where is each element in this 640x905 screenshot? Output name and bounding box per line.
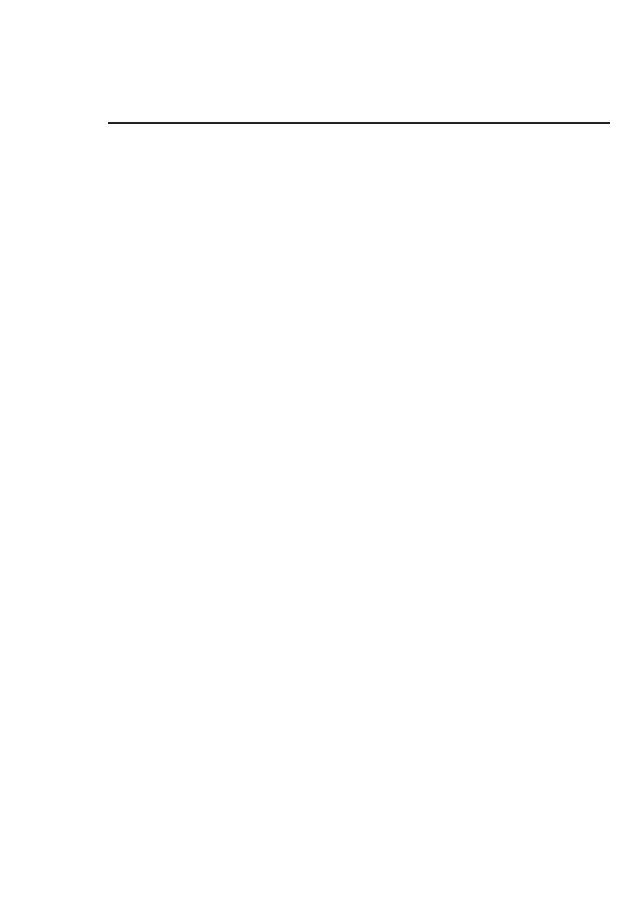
table-header-row (109, 123, 610, 124)
table-header-indicators (109, 123, 507, 124)
table-caption (108, 88, 610, 104)
qualification-table (108, 122, 610, 124)
table-header-coefficient (507, 123, 610, 124)
document-body (108, 72, 610, 142)
